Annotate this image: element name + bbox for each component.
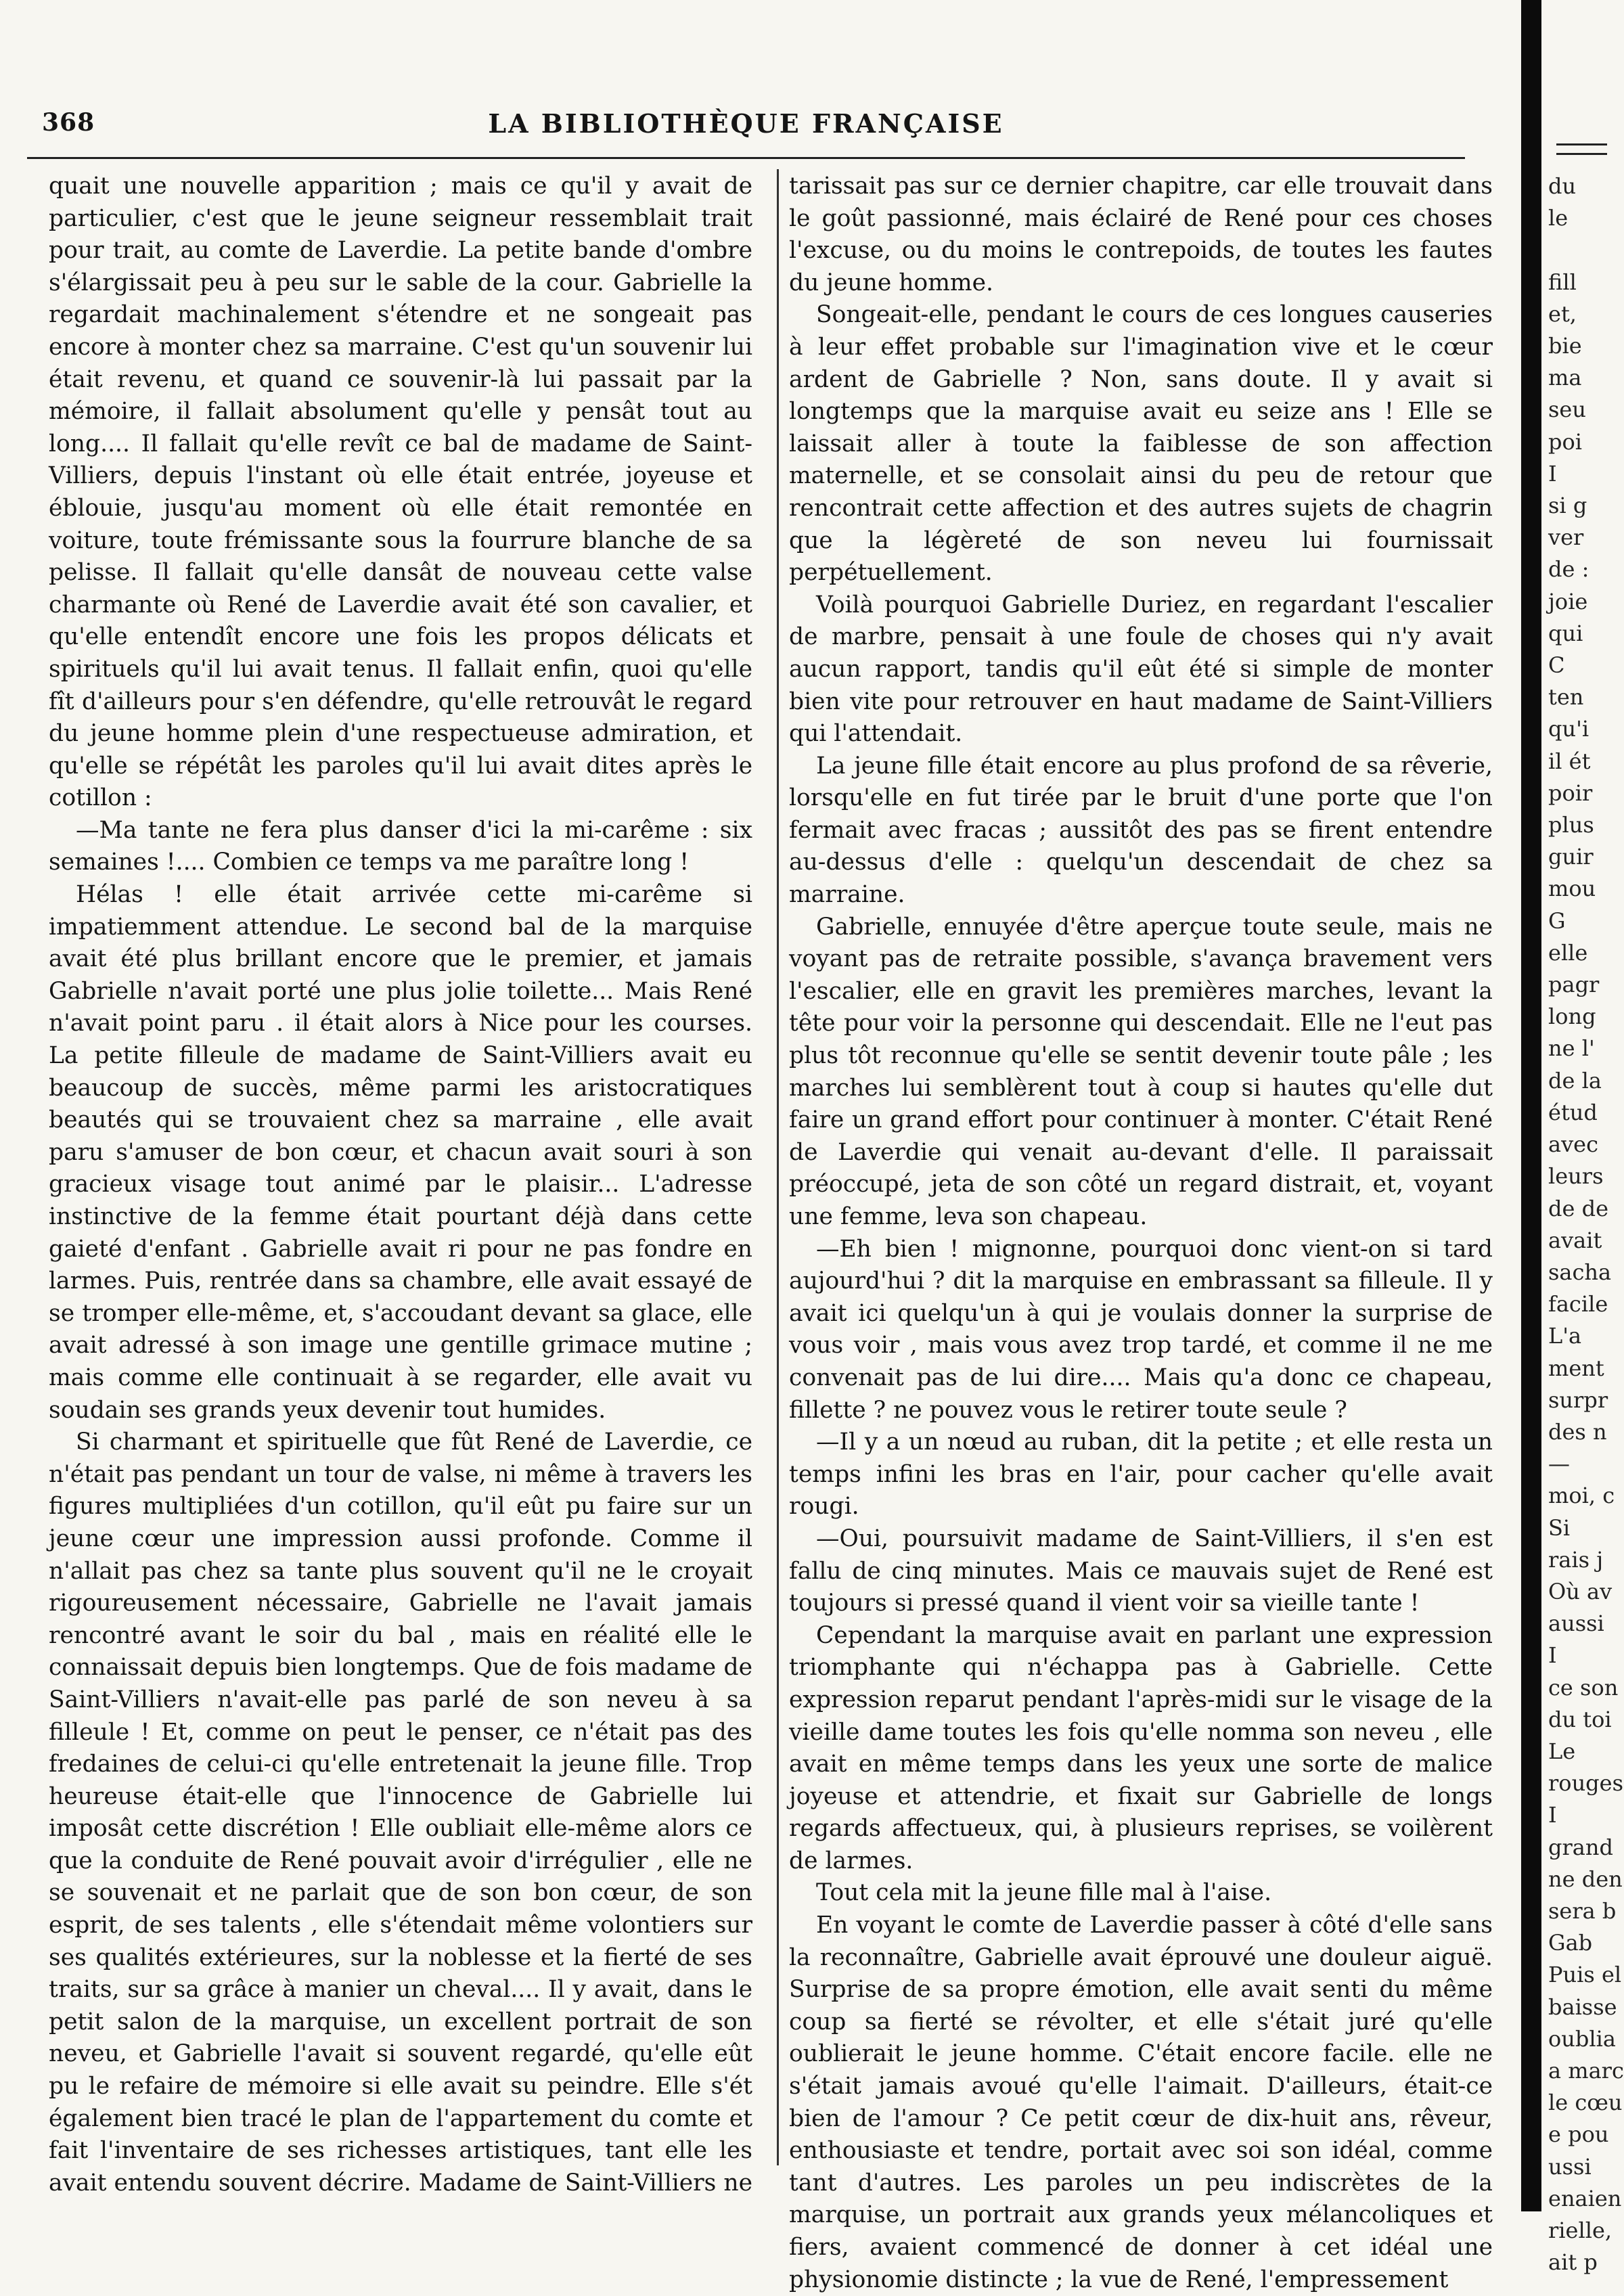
margin-fragment: poir xyxy=(1548,780,1593,806)
margin-fragment: des n xyxy=(1548,1418,1607,1445)
margin-fragment: rielle, xyxy=(1548,2218,1612,2243)
margin-fragment: le cœu xyxy=(1548,2090,1623,2116)
margin-fragment: ment xyxy=(1548,1355,1604,1381)
margin-fragment: rais j xyxy=(1548,1546,1604,1573)
margin-fragment: sera b xyxy=(1548,1897,1617,1924)
margin-fragment: qu'i xyxy=(1548,716,1589,742)
margin-fragment: ne den xyxy=(1548,1866,1623,1892)
margin-fragment: — xyxy=(1548,1451,1570,1477)
margin-fragment: seu xyxy=(1548,397,1586,423)
margin-fragment: ver xyxy=(1548,524,1584,551)
margin-fragment: étud xyxy=(1548,1099,1598,1125)
margin-fragment: ten xyxy=(1548,684,1584,711)
margin-fragment: fill xyxy=(1548,269,1577,295)
paragraph: Cependant la marquise avait en parlant une expression triomphante qui n'échappa pas à Gabrielle. Cette expression reparut pendant l'après-midi sur le visage de la vieille dame toutes les fois qu'elle nomma son neveu , elle avait en même temps dans les yeux une sorte de malice joyeuse et attendrie, et fixait sur Gabrielle de longs regards affectueux, qui, à plusieurs reprises, se voilèrent de larmes. xyxy=(789,1621,1493,1874)
margin-fragment: ma xyxy=(1548,365,1582,391)
page-header xyxy=(27,108,1465,149)
margin-fragment: C xyxy=(1548,652,1565,679)
margin-fragment: I xyxy=(1548,1802,1557,1828)
paragraph: Tout cela mit la jeune fille mal à l'aise. xyxy=(816,1879,1272,1907)
margin-fragment: Si xyxy=(1548,1514,1571,1541)
margin-fragment: baisse xyxy=(1548,1994,1617,2020)
margin-fragment: Le xyxy=(1548,1738,1576,1764)
right-column xyxy=(789,171,1493,2293)
margin-fragment: guir xyxy=(1548,844,1594,870)
margin-fragment: moi, c xyxy=(1548,1483,1615,1509)
paragraph: quait une nouvelle apparition ; mais ce qu'il y avait de particulier, c'est que le jeune seigneur ressemblait trait pour trait, au comte de Laverdie. La petite bande d'ombre s'élargissait peu à peu sur le sable de la cour. Gabrielle la regardait machinalement s'étendre et ne songeait pas encore à monter chez sa marraine. C'est qu'un souvenir lui était revenu, et quand ce souvenir-là lui passait par la mémoire, il fallait absolument qu'elle y pensât tout au long.... Il fallait qu'elle revît ce bal de madame de Saint-Villiers, depuis l'instant où elle était entrée, joyeuse et éblouie, jusqu'au moment où elle était remontée en voiture, toute frémissante sous la fourrure blanche de sa pelisse. Il fallait qu'elle dansât de nouveau cette valse charmante où René de Laverdie avait été son cavalier, et qu'elle entendît encore une fois les propos délicats et spirituels qu'il lui avait tenus. Il fallait enfin, quoi qu'elle fît d'ailleurs pour s'en défendre, qu'elle retrouvât le regard du jeune homme plein d'une respectueuse admiration, et qu'elle se répétât les paroles qu'il lui avait dites après le cotillon : xyxy=(49,173,752,812)
page-number: 368 xyxy=(42,108,95,137)
paragraph: Si charmant et spirituelle que fût René de Laverdie, ce n'était pas pendant un tour de valse, ni même à travers les figures multipliées d'un cotillon, qu'il eût pu faire sur un jeune cœur une impression aussi profonde. Comme il n'allait pas chez sa tante plus souvent qu'il ne le croyait rigoureusement nécessaire, Gabrielle ne l'avait jamais rencontré avant le soir du bal , mais en réalité elle le connaissait depuis bien longtemps. Que de fois madame de Saint-Villiers n'avait-elle pas parlé de son neveu à sa filleule ! Et, comme on peut le penser, ce n'était pas des fredaines de celui-ci qu'elle entretenait la jeune fille. Trop heureuse était-elle que l'innocence de Gabrielle lui imposât cette discrétion ! Elle oubliait elle-même alors ce que la conduite de René pouvait avoir d'irrégulier , elle ne se souvenait et ne parlait que de son bon cœur, de son esprit, de ses talents , elle s'étendait même volontiers sur ses qualités extérieures, sur la noblesse et la fierté de ses traits, sur sa grâce à manier un cheval.... Il y avait, dans le petit salon de la marquise, un excellent portrait de son neveu, et Gabrielle l'avait si souvent regardé, qu'elle eût pu le refaire de mémoire si elle avait su peindre. Elle s'ét également bien tracé le plan de l'appartement du comte et fait l'inventaire de ses richesses artistiques, tant elle les avait entendu souvent décrire. Madame de Saint-Villiers ne xyxy=(49,1428,752,2197)
running-title: LA BIBLIOTHÈQUE FRANÇAISE xyxy=(488,108,1004,139)
margin-fragment: du xyxy=(1548,173,1577,199)
margin-fragment: aussi xyxy=(1548,1611,1604,1637)
margin-fragment: avec xyxy=(1548,1131,1599,1158)
paragraph: —Ma tante ne fera plus danser d'ici la mi-carême : six semaines !.... Combien ce temps va me paraître long ! xyxy=(49,816,752,876)
margin-fragment: facile xyxy=(1548,1291,1608,1318)
margin-fragment: ussi xyxy=(1548,2153,1592,2180)
paragraph: —Eh bien ! mignonne, pourquoi donc vient-on si tard aujourd'hui ? dit la marquise en embrassant sa filleule. Il y avait ici quelqu'un à qui je voulais donner la surprise de vous voir , mais vous avez trop tardé, et comme il ne me convenait pas de lui dire.... Mais qu'a donc ce chapeau, fillette ? ne pouvez vous le retirer toute seule ? xyxy=(789,1235,1493,1424)
margin-fragment: oublia xyxy=(1548,2025,1616,2052)
paragraph: Gabrielle, ennuyée d'être aperçue toute seule, mais ne voyant pas de retraite possible, s'avança bravement vers l'escalier, elle en gravit les premières marches, levant la tête pour voir la personne qui descendait. Elle ne l'eut pas plus tôt reconnue qu'elle se sentit devenir toute pâle ; les marches lui semblèrent tout à coup si hautes qu'elle dut faire un grand effort pour continuer à monter. C'était René de Laverdie qui venait au-devant d'elle. Il paraissait préoccupé, jeta de son côté un regard distrait, et, voyant une femme, leva son chapeau. xyxy=(789,913,1493,1230)
margin-fragment: poi xyxy=(1548,428,1582,455)
margin-fragment: rouges xyxy=(1548,1770,1624,1797)
margin-fragment: du toi xyxy=(1548,1706,1612,1732)
margin-fragment: il ét xyxy=(1548,748,1591,774)
margin-fragment: Puis el xyxy=(1548,1962,1622,1988)
facing-page-fragments xyxy=(1548,171,1624,2276)
paragraph: En voyant le comte de Laverdie passer à côté d'elle sans la reconnaître, Gabrielle avait éprouvé une douleur aiguë. Surprise de sa propre émotion, elle avait senti du même coup sa fierté se révolter, et elle s'était juré qu'elle oublierait le jeune homme. C'était encore facile. elle ne s'était jamais avoué qu'elle l'aimait. D'ailleurs, était-ce bien de l'amour ? Ce petit cœur de dix-huit ans, rêveur, enthousiaste et tendre, portait avec soi son idéal, comme tant d'autres. Les paroles un peu indiscrètes de la marquise, un portrait aux grands yeux mélancoliques et fiers, avaient commencé de donner à cet idéal une physionomie distincte ; la vue de René, l'empressement xyxy=(789,1912,1493,2293)
margin-fragment: plus xyxy=(1548,812,1594,838)
header-rule xyxy=(27,157,1465,159)
margin-fragment: surpr xyxy=(1548,1387,1608,1413)
facing-page-rule xyxy=(1556,143,1607,145)
margin-fragment: joie xyxy=(1548,588,1588,614)
margin-fragment xyxy=(1548,234,1607,266)
paragraph: —Oui, poursuivit madame de Saint-Villiers, il s'en est fallu de cinq minutes. Mais ce mauvais sujet de René est toujours si pressé quand il vient voir sa vieille tante ! xyxy=(789,1525,1493,1617)
margin-fragment: mou xyxy=(1548,876,1596,902)
paragraph: Songeait-elle, pendant le cours de ces longues causeries à leur effet probable sur l'imagination vive et le cœur ardent de Gabrielle ? Non, sans doute. Il y avait si longtemps que la marquise avait eu seize ans ! Elle se laissait aller à toute la faiblesse de son affection maternelle, et se consolait ainsi du peu de retour que rencontrait cette affection et des autres sujets de chagrin que la légèreté de son neveu lui fournissait perpétuellement. xyxy=(789,301,1493,587)
column-divider xyxy=(777,169,779,2165)
margin-fragment: L'a xyxy=(1548,1323,1582,1349)
margin-fragment: Où av xyxy=(1548,1578,1612,1604)
facing-page-rule xyxy=(1556,153,1607,155)
margin-fragment: G xyxy=(1548,907,1566,934)
margin-fragment: de : xyxy=(1548,556,1589,583)
margin-fragment: long xyxy=(1548,1004,1596,1030)
margin-fragment: bie xyxy=(1548,333,1582,359)
margin-fragment: a marc xyxy=(1548,2057,1624,2084)
left-column xyxy=(49,171,752,2197)
margin-fragment: pagr xyxy=(1548,972,1600,998)
paragraph: La jeune fille était encore au plus profond de sa rêverie, lorsqu'elle en fut tirée par le bruit d'une porte que l'on fermait avec fracas ; aussitôt des pas se firent entendre au-dessus d'elle : quelqu'un descendait de chez sa marraine. xyxy=(789,752,1493,909)
margin-fragment: avait xyxy=(1548,1227,1602,1253)
margin-fragment: de de xyxy=(1548,1195,1609,1221)
margin-fragment: ce son xyxy=(1548,1674,1619,1701)
paragraph: Voilà pourquoi Gabrielle Duriez, en regardant l'escalier de marbre, pensait à une foule de choses qui n'y avait aucun rapport, tandis qu'il eût été si simple de monter bien vite pour retrouver en haut madame de Saint-Villiers qui l'attendait. xyxy=(789,591,1493,748)
margin-fragment: I xyxy=(1548,1642,1557,1669)
paragraph: —Il y a un nœud au ruban, dit la petite ; et elle resta un temps infini les bras en l'air, pour cacher qu'elle avait rougi. xyxy=(789,1428,1493,1521)
margin-fragment: grand xyxy=(1548,1834,1613,1860)
margin-fragment: I xyxy=(1548,460,1557,487)
margin-fragment: ne l' xyxy=(1548,1035,1595,1062)
binding-shadow xyxy=(1521,0,1541,2211)
margin-fragment: leurs xyxy=(1548,1163,1604,1190)
margin-fragment: qui xyxy=(1548,620,1583,646)
margin-fragment: si g xyxy=(1548,493,1587,519)
margin-fragment: sacha xyxy=(1548,1259,1612,1285)
margin-fragment: elle xyxy=(1548,939,1588,966)
paragraph: tarissait pas sur ce dernier chapitre, car elle trouvait dans le goût passionné, mais éclairé de René pour ces choses l'excuse, ou du moins le contrepoids, de toutes les fautes du jeune homme. xyxy=(789,173,1493,296)
paragraph: Hélas ! elle était arrivée cette mi-carême si impatiemment attendue. Le second bal de la marquise avait été plus brillant encore que le premier, et jamais Gabrielle n'avait porté une plus jolie toilette... Mais René n'avait point paru . il était alors à Nice pour les courses. La petite filleule de madame de Saint-Villiers avait eu beaucoup de succès, même parmi les aristocratiques beautés qui se trouvaient chez sa marraine , elle avait paru s'amuser de bon cœur, et chacun avait souri à son gracieux visage tout animé par le plaisir... L'adresse instinctive de la femme était pourtant déjà dans cette gaieté d'enfant . Gabrielle avait ri pour ne pas fondre en larmes. Puis, rentrée dans sa chambre, elle avait essayé de se tromper elle-même, et, s'accoudant devant sa glace, elle avait adressé à son image une gentille grimace mutine ; mais comme elle continuait à se regarder, elle avait vu soudain ses grands yeux devenir tout humides. xyxy=(49,881,752,1424)
margin-fragment: ait p xyxy=(1548,2249,1598,2276)
margin-fragment: Gab xyxy=(1548,1930,1593,1956)
margin-fragment: enaien xyxy=(1548,2185,1622,2211)
margin-fragment: et, xyxy=(1548,300,1577,327)
margin-fragment: e pou xyxy=(1548,2121,1609,2148)
margin-fragment: de la xyxy=(1548,1067,1602,1094)
margin-fragment: le xyxy=(1548,205,1569,231)
